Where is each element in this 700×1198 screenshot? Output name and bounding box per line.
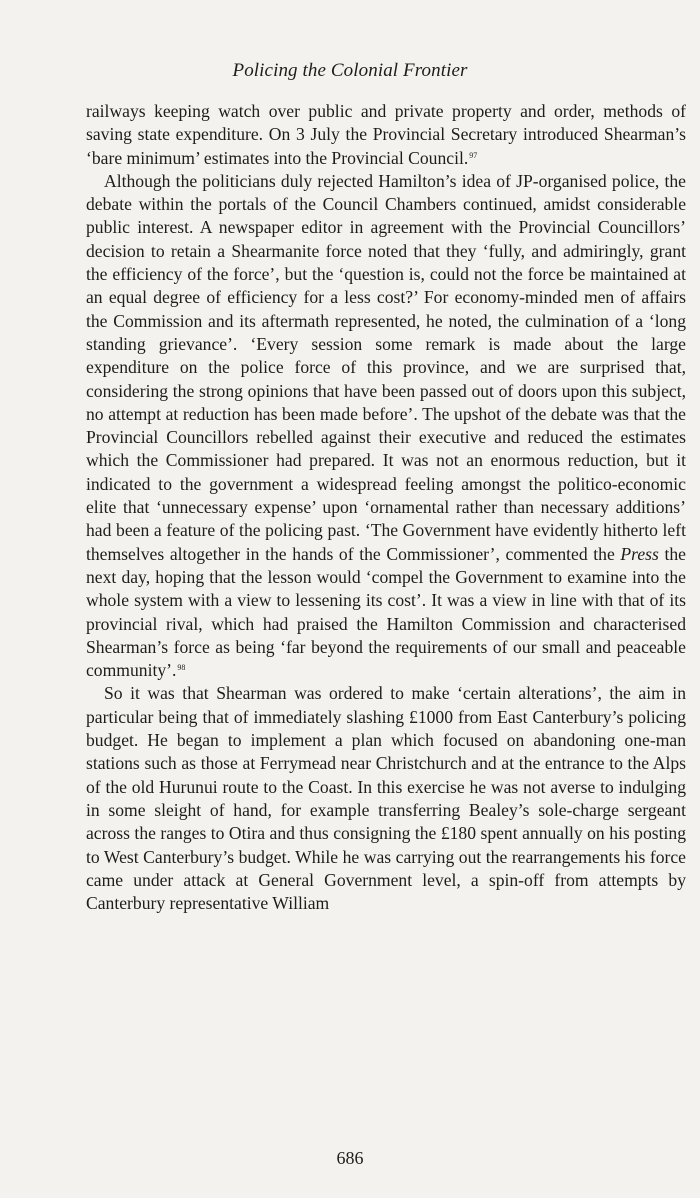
footnote-marker-97: 97 — [469, 150, 478, 160]
newspaper-title-press: Press — [620, 543, 659, 564]
footnote-marker-98: 98 — [177, 663, 186, 673]
paragraph-2 — [86, 170, 686, 683]
page-number: 686 — [336, 1148, 364, 1168]
paragraph-2-text-a: Although the politicians duly rejected Hamilton’s idea of JP-organised police, the debate within the portals of the Council Chambers continued, amidst considerable public interest. A newspaper editor in agreement with the Provincial Councillors’ decision to retain a Shearmanite force noted that they ‘fully, and admiringly, grant the efficiency of the force’, but the ‘question is, could not the force be maintained at an equal degree of efficiency for a less cost?’ For economy-minded men of affairs the Commission and its aftermath represented, he noted, the culmination of a ‘long standing grievance’. ‘Every session some remark is made about the large expenditure on the police force of this province, and we are surprised that, considering the strong opinions that have been passed out of doors upon this subject, no attempt at reduction has been made before’. The upshot of the debate was that the Provincial Councillors rebelled against their executive and reduced the estimates which the Commissioner had prepared. It was not an enormous reduction, but it indicated to the government a widespread feeling amongst the politico-economic elite that ‘unnecessary expense’ upon ‘ornamental rather than necessary additions’ had been a feature of the policing past. ‘The Government have evidently hitherto left themselves altogether in the hands of the Commissioner’, commented the — [86, 170, 686, 564]
paragraph-3 — [86, 682, 686, 915]
paragraph-1-text: railways keeping watch over public and private property and order, methods of saving state expenditure. On 3 July the Provincial Secretary introduced Shearman’s ‘bare minimum’ estimates into the Provincial Council. — [86, 101, 686, 168]
running-head: Policing the Colonial Frontier — [232, 60, 468, 81]
paragraph-1 — [86, 100, 686, 170]
paragraph-3-text: So it was that Shearman was ordered to make ‘certain alterations’, the aim in particular being that of immediately slashing £1000 from East Canterbury’s policing budget. He began to implement a plan which focused on abandoning one-man stations such as those at Ferrymead near Christchurch and at the entrance to the Alps of the old Hurunui route to the Coast. In this exercise he was not averse to indulging in some sleight of hand, for example transferring Bealey’s sole-charge sergeant across the ranges to Otira and thus consigning the £180 spent annually on his posting to West Canterbury’s budget. While he was carrying out the rearrangements his force came under attack at General Government level, a spin-off from attempts by Canterbury representative William — [86, 683, 686, 914]
body-text — [86, 100, 686, 915]
paragraph-2-text-b: the next day, hoping that the lesson would ‘compel the Government to examine into the whole system with a view to lessening its cost’. It was a view in line with that of its provincial rival, which had praised the Hamilton Commission and characterised Shearman’s force as being ‘far beyond the requirements of our small and peaceable community’. — [86, 543, 686, 681]
